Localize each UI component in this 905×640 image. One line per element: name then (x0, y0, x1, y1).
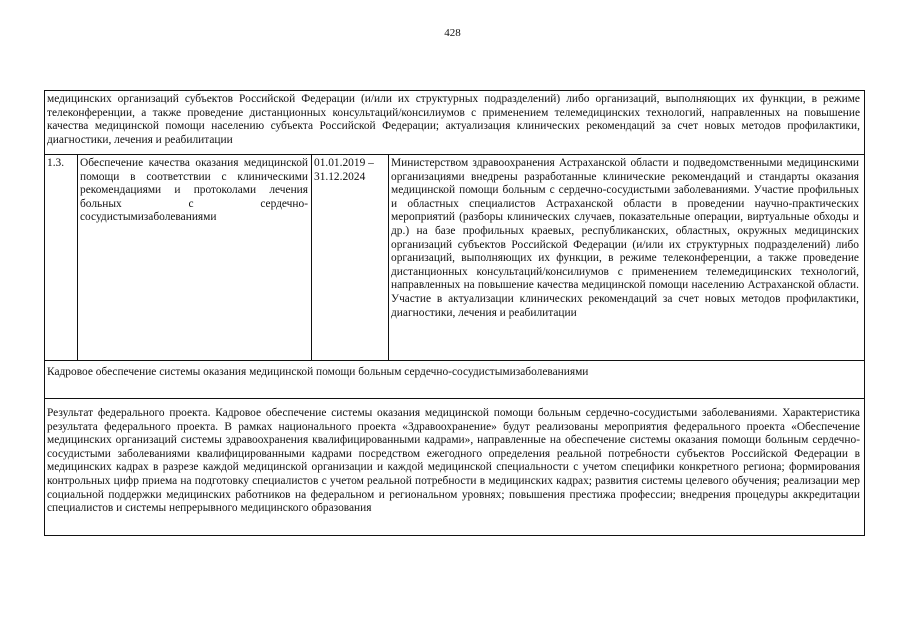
row-name: Обеспечение качества оказания медицинской помощи в соответствии с клиническими рекомендациями и протоколами лечения больных с сердечно-сосудистымизаболеваниями (80, 157, 308, 224)
row-description: Министерством здравоохранения Астраханской области и подведомственными медицинскими организациями внедрены разработанные клинические рекомендаций и стандарты оказания медицинской помощи больным с сердечно-сосудистыми заболеваниями. Участие профильных и областных специалистов Астраханской области в проведении научно-практических мероприятий (разборы клинических случаев, показательные операции, виртуальные обходы и др.) на базе профильных краевых, республиканских, областных, окружных медицинских организаций субъектов Российской Федерации (и/или их структурных подразделений) либо организаций, выполняющих их функции, в режиме телеконференции, а также проведение дистанционных консультаций/консилиумов с применением телемедицинских технологий, направленных на повышение качества медицинской помощи населению Астраханской области. Участие в актуализации клинических рекомендаций за счет новых методов профилактики, диагностики, лечения и реабилитации (391, 157, 859, 319)
intro-text-row (45, 91, 864, 155)
table-row (45, 155, 864, 361)
document-table (44, 90, 865, 536)
result-text-row (45, 399, 864, 535)
row-dates-cell (312, 155, 389, 360)
row-number-cell (45, 155, 78, 360)
row-name-cell (78, 155, 312, 360)
date-start: 01.01.2019 – (314, 157, 374, 169)
intro-text: медицинских организаций субъектов Российской Федерации (и/или их структурных подразделений) либо организаций, выполняющих их функции, в режиме телеконференции, а также проведение дистанционных консультаций/консилиумов с применением телемедицинских технологий, направленных на повышение качества медицинской помощи населению субъекта Российской Федерации; актуализация клинических рекомендаций за счет новых методов профилактики, диагностики, лечения и реабилитации (47, 93, 860, 146)
result-text: Результат федерального проекта. Кадровое обеспечение системы оказания медицинской помощи больным сердечно-сосудистыми заболеваниями. Характеристика результата федерального проекта. В рамках национального проекта «Здравоохранение» будут реализованы мероприятия федерального проекта «Обеспечение медицинских организаций системы здравоохранения квалифицированными кадрами», направленные на обеспечение системы оказания помощи больным сердечно-сосудистыми заболеваниями квалифицированными кадрами посредством ежегодного определения реальной потребности субъектов Российской Федерации в медицинских кадрах в разрезе каждой медицинской организации и каждой медицинской специальности с учетом специфики конкретного региона; формирования контрольных цифр приема на подготовку специалистов с учетом реальной потребности в медицинских кадрах; развития системы целевого обучения; реализации мер социальной поддержки медицинских работников на федеральном и региональном уровнях; повышения престижа профессии; внедрения процедуры аккредитации специалистов и системы непрерывного медицинского образования (47, 407, 860, 515)
date-end: 31.12.2024 (314, 170, 366, 183)
page-number: 428 (444, 27, 461, 39)
row-description-cell (389, 155, 864, 360)
row-number: 1.3. (47, 157, 65, 169)
section-heading-row (45, 361, 864, 399)
section-heading: Кадровое обеспечение системы оказания медицинской помощи больным сердечно-сосудистымизаболеваниями (47, 366, 589, 378)
